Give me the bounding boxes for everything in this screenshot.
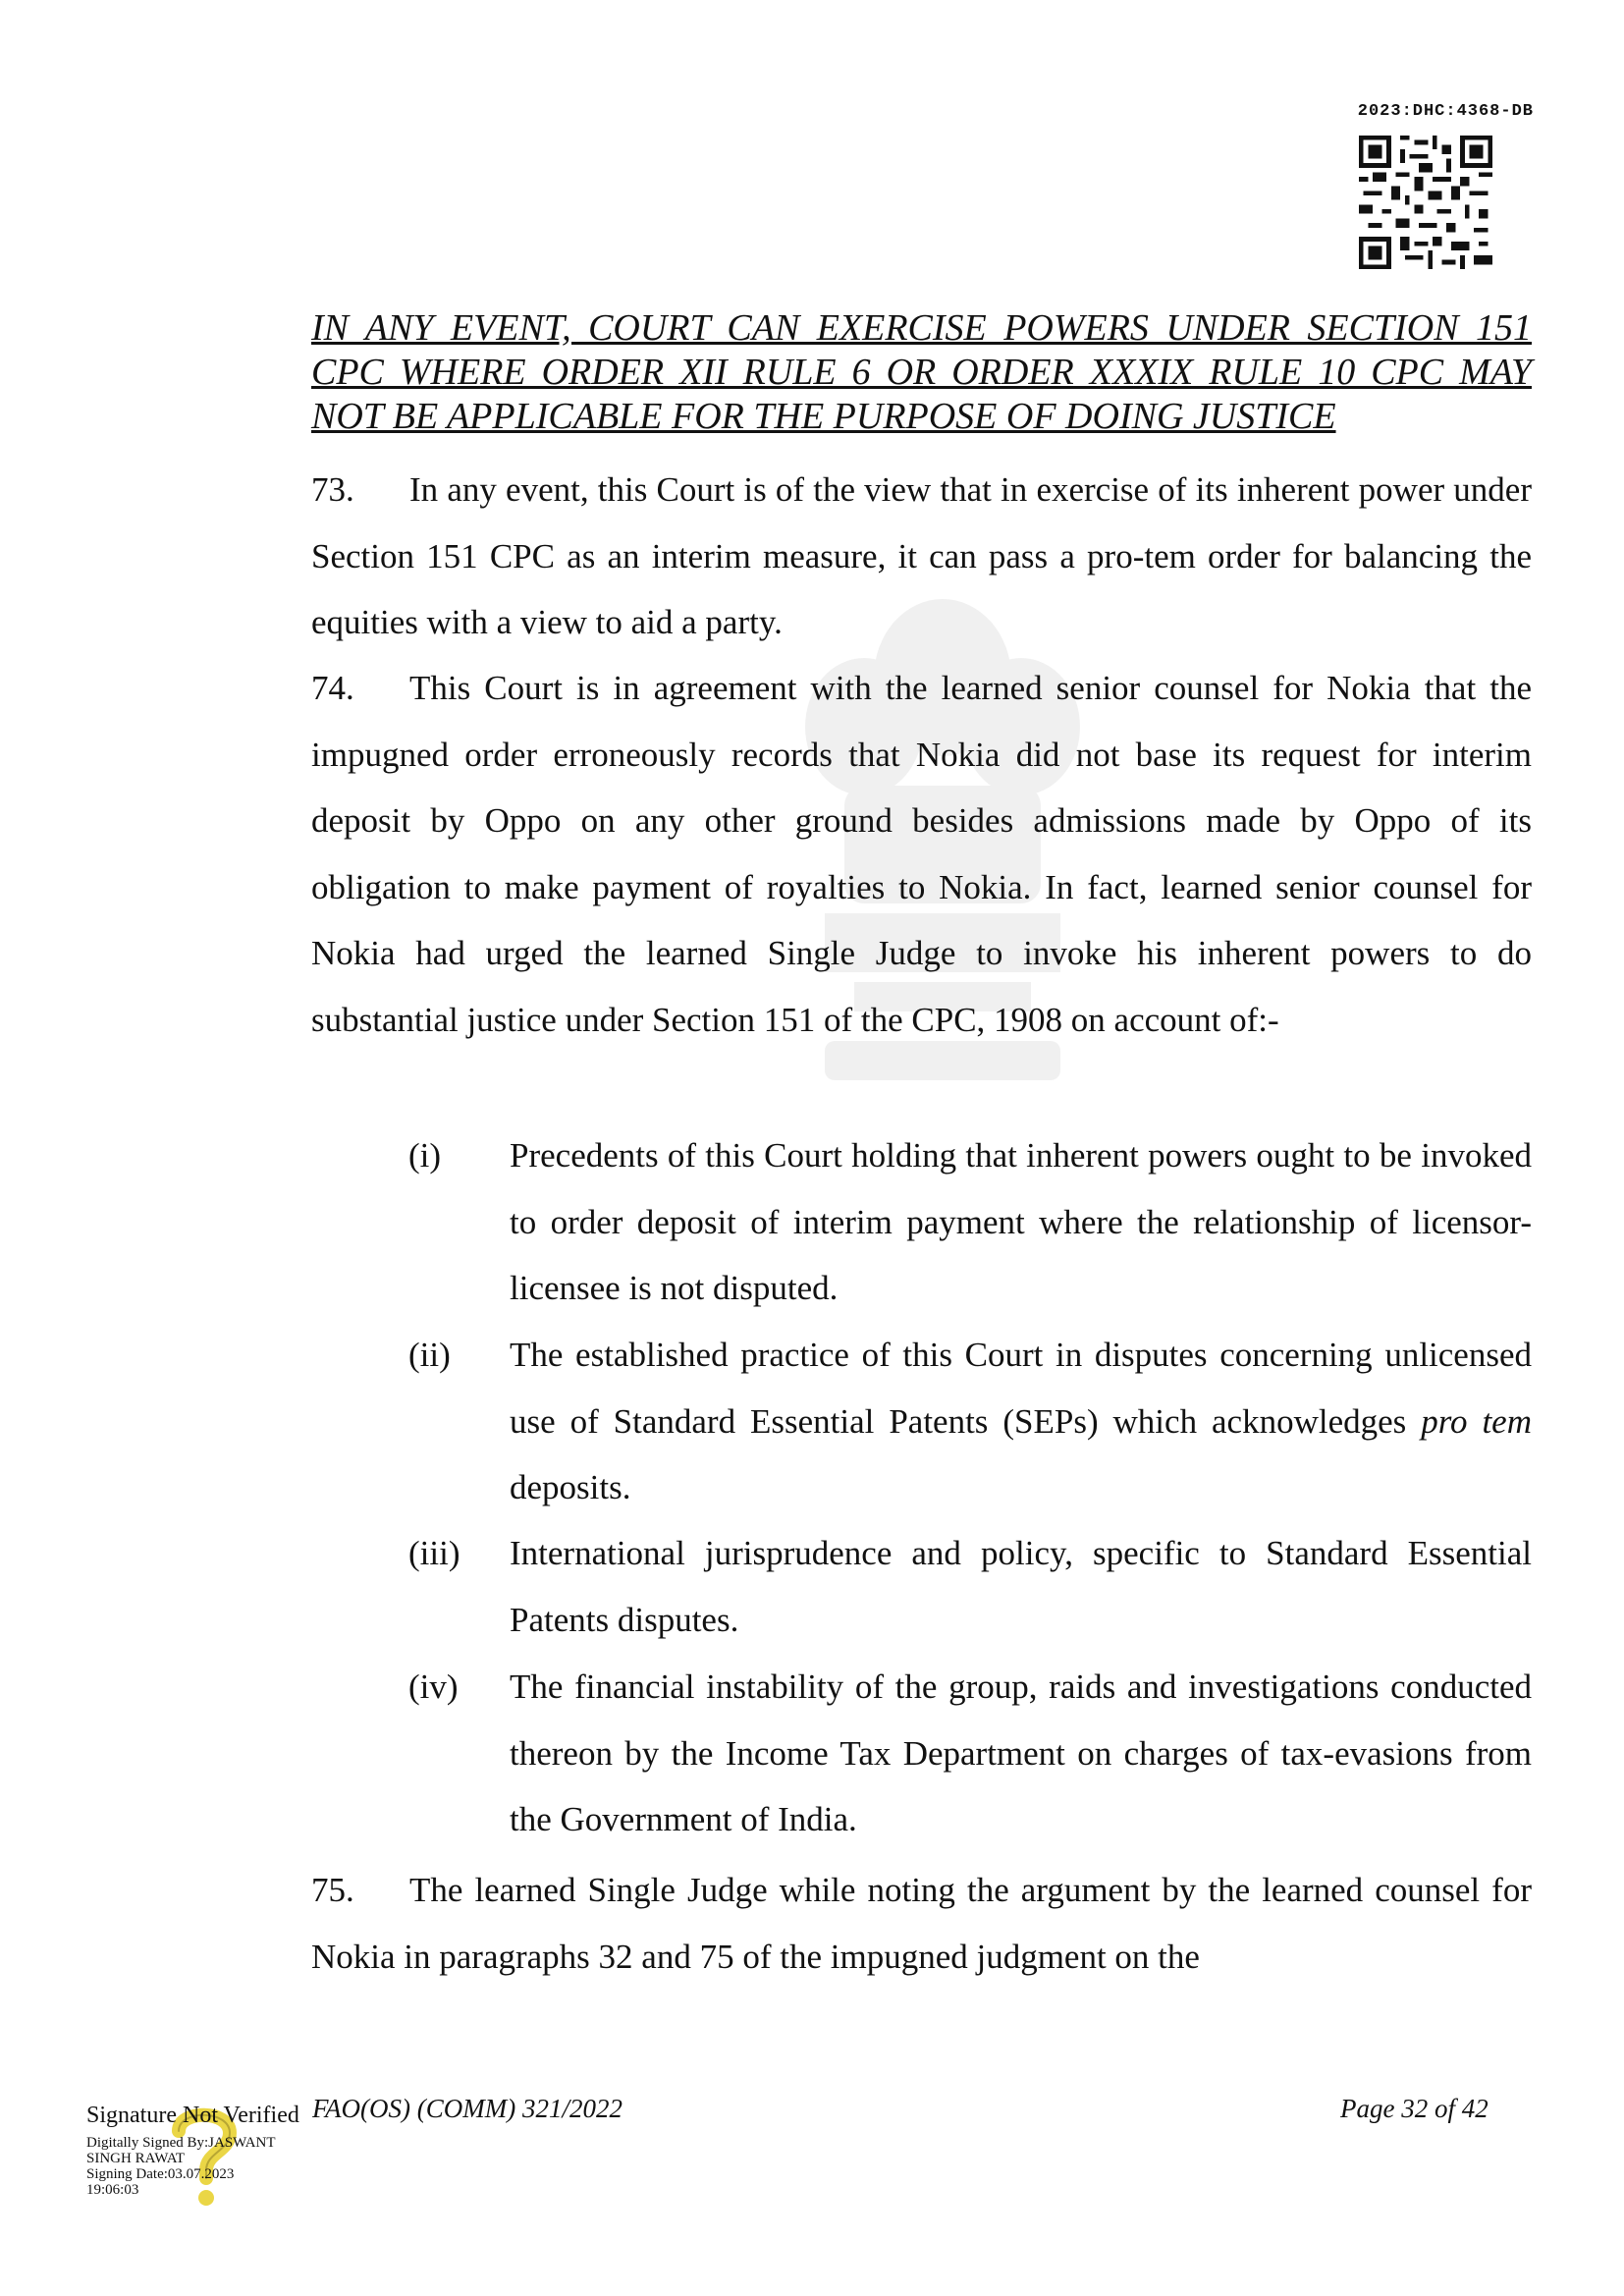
- list-item-number: (iii): [408, 1534, 460, 1572]
- list-item-number: (i): [408, 1136, 442, 1175]
- list-item-text-part: deposits.: [510, 1468, 631, 1506]
- list-item: [408, 1654, 1532, 1853]
- section-heading: [311, 306, 1532, 439]
- list-item-text-part: The established practice of this Court in disputes concerning unlicensed use of Standard Essential Patents (SEPs) which acknowledges: [510, 1336, 1532, 1441]
- list-item-text: International jurisprudence and policy, specific to Standard Essential Patents disputes.: [510, 1534, 1532, 1639]
- list-item-number: (iv): [408, 1667, 459, 1706]
- list-item-text: Precedents of this Court holding that inherent powers ought to be invoked to order deposit of interim payment where the relationship of licensor-licensee is not disputed.: [510, 1136, 1532, 1307]
- list-item: [408, 1322, 1532, 1521]
- qr-code-icon: [1355, 136, 1496, 269]
- paragraph-number: 74.: [311, 669, 354, 707]
- paragraph-74: [311, 655, 1532, 1053]
- signature-time: 19:06:03: [86, 2182, 139, 2198]
- paragraph-number: 73.: [311, 470, 354, 509]
- case-number: FAO(OS) (COMM) 321/2022: [312, 2094, 623, 2123]
- list-item-number: (ii): [408, 1336, 451, 1374]
- list-item-text: The financial instability of the group, raids and investigations conducted thereon by the Income Tax Department on charges of tax-evasions from the Government of India.: [510, 1667, 1532, 1838]
- signature-date: Signing Date:03.07.2023: [86, 2166, 235, 2182]
- list-item: [408, 1520, 1532, 1653]
- paragraph-number: 75.: [311, 1871, 354, 1909]
- heading-line: NOT BE APPLICABLE FOR THE PURPOSE OF DOING JUSTICE: [311, 396, 1336, 437]
- signature-signer-name: SINGH RAWAT: [86, 2151, 186, 2166]
- paragraph-text: In any event, this Court is of the view that in exercise of its inherent power under Section 151 CPC as an interim measure, it can pass a pro-tem order for balancing the equities with a view to aid a party.: [311, 470, 1532, 641]
- paragraph-75: [311, 1857, 1532, 1990]
- list-item-italic-term: pro tem: [1421, 1401, 1532, 1441]
- paragraph-73: [311, 457, 1532, 656]
- list-item-text: [510, 1322, 1532, 1521]
- paragraph-text: The learned Single Judge while noting the argument by the learned counsel for Nokia in paragraphs 32 and 75 of the impugned judgment on the: [311, 1871, 1532, 1976]
- signature-status: Signature Not Verified: [86, 2103, 299, 2128]
- heading-line: IN ANY EVENT, COURT CAN EXERCISE POWERS UNDER SECTION 151: [311, 307, 1532, 349]
- page-number: Page 32 of 42: [1340, 2094, 1489, 2123]
- heading-line: CPC WHERE ORDER XII RULE 6 OR ORDER XXXIX RULE 10 CPC MAY: [311, 352, 1532, 393]
- neutral-citation: 2023:DHC:4368-DB: [1357, 102, 1534, 121]
- list-item: [408, 1122, 1532, 1322]
- paragraph-text: This Court is in agreement with the learned senior counsel for Nokia that the impugned order erroneously records that Nokia did not base its request for interim deposit by Oppo on any other ground besides admissions made by Oppo of its obligation to make payment of royalties to Nokia. In fact, learned senior counsel for Nokia had urged the learned Single Judge to invoke his inherent powers to do substantial justice under Section 151 of the CPC, 1908 on account of:-: [311, 669, 1532, 1039]
- digital-signature-block: [86, 2102, 342, 2198]
- signature-signer: Digitally Signed By:JASWANT: [86, 2135, 276, 2151]
